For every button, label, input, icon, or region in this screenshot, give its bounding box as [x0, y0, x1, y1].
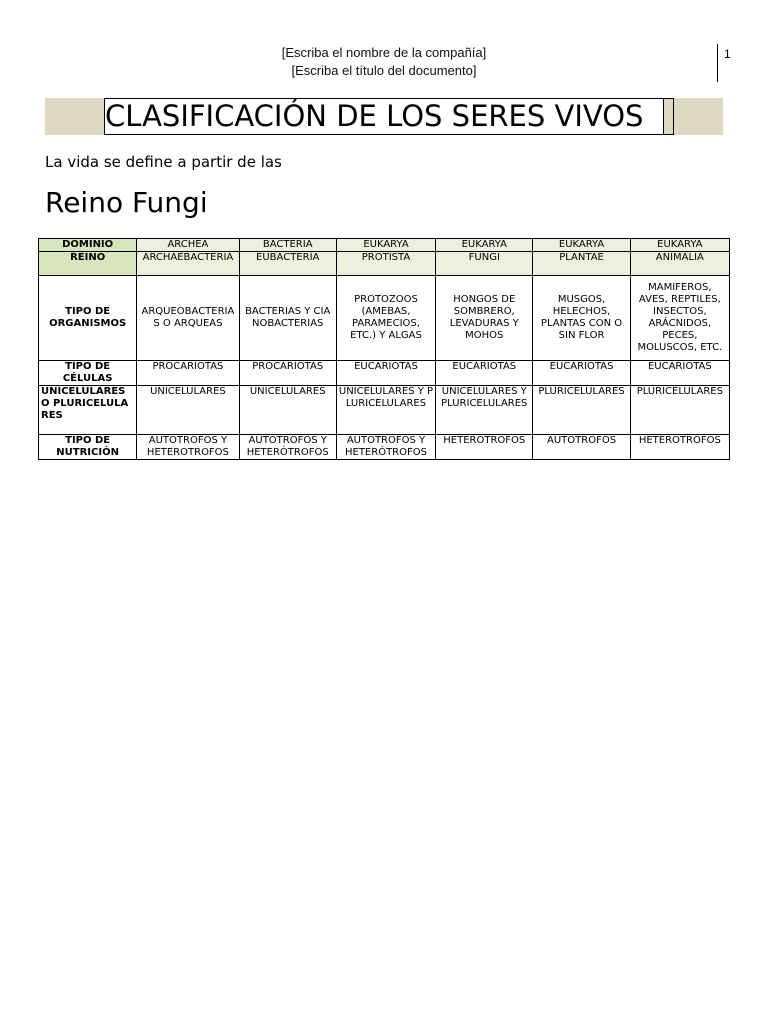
table-cell: AUTOTROFOS Y HETEROTROFOS [137, 435, 239, 460]
table-cell: AUTOTROFOS Y HETERÓTROFOS [336, 435, 435, 460]
table-row-reino [39, 252, 730, 276]
table-cell: ARCHAEBACTERIA [137, 252, 239, 276]
table-cell: EUBACTERIA [239, 252, 336, 276]
table-cell: BACTERIAS Y CIANOBACTERIAS [239, 276, 336, 361]
table-row-nutricion [39, 435, 730, 460]
table-cell: ARQUEOBACTERIAS O ARQUEAS [137, 276, 239, 361]
row-header-nutricion: TIPO DE NUTRICIÓN [39, 435, 137, 460]
table-cell: UNICELULARES Y PLURICELULARES [436, 386, 533, 435]
table-cell: EUCARIOTAS [336, 361, 435, 386]
table-cell: UNICELULARES [137, 386, 239, 435]
table-cell: PLURICELULARES [533, 386, 630, 435]
table-row-tipo-celulas [39, 361, 730, 386]
table-cell: ANIMALIA [630, 252, 729, 276]
table-cell: EUCARIOTAS [630, 361, 729, 386]
row-header-dominio: DOMINIO [39, 239, 137, 252]
table-cell: HETEROTROFOS [436, 435, 533, 460]
table-cell: PROTISTA [336, 252, 435, 276]
table-row-tipo-organismos [39, 276, 730, 361]
table-cell: EUCARIOTAS [436, 361, 533, 386]
section-title: Reino Fungi [45, 186, 208, 219]
table-cell: PROCARIOTAS [239, 361, 336, 386]
table-cell: EUKARYA [336, 239, 435, 252]
header-divider [717, 44, 718, 82]
row-header-reino: REINO [39, 252, 137, 276]
table-cell: UNICELULARES Y PLURICELULARES [336, 386, 435, 435]
table-cell: EUKARYA [630, 239, 729, 252]
table-cell: EUKARYA [436, 239, 533, 252]
page-number: 1 [724, 47, 731, 61]
intro-text: La vida se define a partir de las [45, 153, 282, 171]
table-cell: HONGOS DE SOMBRERO, LEVADURAS Y MOHOS [436, 276, 533, 361]
table-cell: FUNGI [436, 252, 533, 276]
row-header-tipo-organismos: TIPO DE ORGANISMOS [39, 276, 137, 361]
table-cell: AUTOTROFOS Y HETERÓTROFOS [239, 435, 336, 460]
page-header [0, 44, 768, 80]
table-cell: ARCHEA [137, 239, 239, 252]
row-header-unicelulares: UNICELULARES O PLURICELULARES [39, 386, 137, 435]
table-cell: AUTOTROFOS [533, 435, 630, 460]
table-cell: MAMIFEROS, AVES, REPTILES, INSECTOS, ARÁCNIDOS, PECES, MOLUSCOS, ETC. [630, 276, 729, 361]
table-cell: PLANTAE [533, 252, 630, 276]
header-document-title[interactable]: [Escriba el título del documento] [291, 63, 477, 78]
table-cell: EUCARIOTAS [533, 361, 630, 386]
header-company[interactable]: [Escriba el nombre de la compañía] [281, 45, 487, 60]
title-box-edge [663, 98, 674, 135]
table-cell: PLURICELULARES [630, 386, 729, 435]
table-cell: HETEROTROFOS [630, 435, 729, 460]
table-cell: MUSGOS, HELECHOS, PLANTAS CON O SIN FLOR [533, 276, 630, 361]
document-title: CLASIFICACIÓN DE LOS SERES VIVOS [104, 98, 664, 135]
table-row-unicelulares [39, 386, 730, 435]
table-cell: EUKARYA [533, 239, 630, 252]
row-header-tipo-celulas: TIPO DE CÉLULAS [39, 361, 137, 386]
classification-table [38, 238, 730, 460]
table-cell: PROTOZOOS (AMEBAS, PARAMECIOS, ETC.) Y ALGAS [336, 276, 435, 361]
table-cell: PROCARIOTAS [137, 361, 239, 386]
table-cell: BACTERIA [239, 239, 336, 252]
table-cell: UNICELULARES [239, 386, 336, 435]
table-row-dominio [39, 239, 730, 252]
